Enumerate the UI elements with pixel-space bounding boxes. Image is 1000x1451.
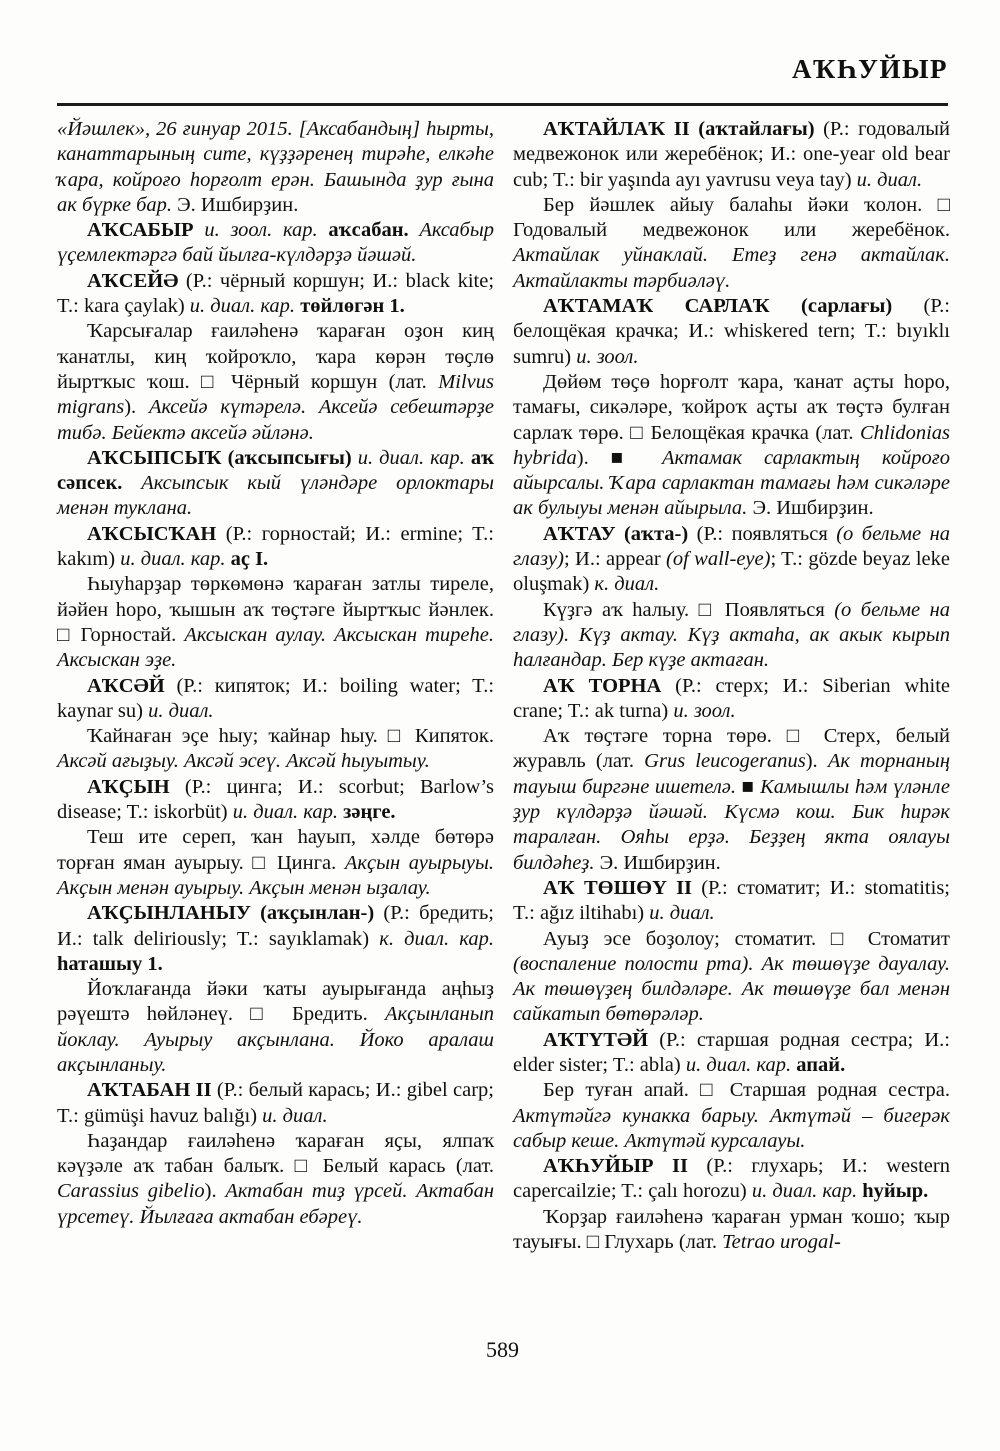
entry-paragraph [513, 294, 950, 370]
text-segment: аҡ сәпсек. [57, 446, 494, 495]
text-segment: (Р.: стоматит; И.: stomatitis; T.: ağız iltihabı) [513, 876, 950, 925]
text-segment: АҠ ТӨШӨҮ II [543, 876, 702, 899]
entry-paragraph [57, 319, 494, 445]
text-segment: и. диал. [262, 1104, 328, 1127]
entry-paragraph [513, 193, 950, 294]
text-segment: и. диал. кар. [120, 548, 231, 571]
entry-paragraph [513, 598, 950, 674]
entry-paragraph [57, 117, 494, 218]
text-segment: «Йәшлек», 26 ғинуар 2015. [Аксабандың] һырты, канаттарының сите, күҙҙәренең тирәһе, елкәһе ҡара, койроғо һорғолт ерән. Башында ҙур ғына ак бүрке бар. [57, 118, 494, 216]
text-segment: Актабан тиҙ үрсей. Актабан үрсетеү. Йылғаға актабан ебәреү. [57, 1180, 495, 1228]
entry-paragraph [57, 1129, 494, 1230]
text-segment: Күҙгә аҡ һалыу. □ Появляться [543, 598, 835, 621]
text-segment: и. зоол. [673, 699, 736, 722]
text-segment: (Р.: старшая родная сестра; И.: elder sister; T.: abla) [513, 1028, 950, 1076]
text-segment: АҠҪЫНЛАНЫУ (аҡҫынлан-) [87, 902, 384, 925]
entry-paragraph [513, 674, 950, 725]
text-segment: (Р.: бредить; И.: talk deliriously; T.: sayıklamak) [57, 902, 494, 950]
entry-paragraph [513, 117, 950, 193]
text-segment: и. диал. кар. [685, 1053, 797, 1076]
text-segment: Камышлы һәм үләнле ҙур күлдәрҙә йәшәй. Күсмә кош. Бик һирәк таралған. Ояһы ерҙә. Беҙҙең якта оялауы билдәһеҙ. [513, 775, 950, 874]
text-segment: (о бельме на глазу). Күҙ актау. Күҙ актаһа, ак акык кырып һалғандар. Бер күҙе актаған. [513, 598, 950, 672]
text-segment: Акҫын ауырыуы. Акҫын менән ауырыу. Акҫын менән ыҙалау. [57, 851, 494, 899]
entry-paragraph [513, 522, 950, 598]
text-segment: (Р.: стерх; И.: Siberian white crane; T.: ak turna) [513, 674, 950, 722]
text-segment: төйлөгән 1. [300, 295, 405, 318]
text-segment: Һаҙандар ғаиләһенә ҡараған яҫы, ялпаҡ кәүҙәле аҡ табан балыҡ. □ Белый карась (лат. [57, 1129, 494, 1178]
text-segment: Ҡорҙар ғаиләһенә ҡараған урман ҡошо; ҡыр тауығы. □ Глухарь (лат. [513, 1205, 950, 1254]
text-segment: и. диал. [148, 699, 214, 722]
text-segment: Э. Ишбирҙин. [747, 497, 874, 520]
text-segment: и. диал. [856, 168, 923, 191]
entry-paragraph [513, 724, 950, 876]
entry-paragraph [57, 825, 494, 901]
entry-paragraph [513, 876, 950, 927]
entry-paragraph [57, 218, 494, 269]
text-segment: (воспаление полости рта). Ак төшөүҙе дауалау. Ак төшөүҙең билдәләре. Ак төшөүҙе бал менән сайкатып бөтөрәләр. [513, 952, 950, 1026]
text-segment: Ҡайнаған эҫе һыу; ҡайнар һыу. □ Кипяток. [87, 725, 494, 748]
text-segment: Бер йәшлек айыу балаһы йәки ҡолон. □ Годовалый медвежонок или жеребёнок. [513, 193, 950, 242]
page-number: 589 [486, 1337, 519, 1362]
text-segment: и. зоол. [576, 345, 639, 368]
text-segment: и. диал. кар. [232, 801, 344, 824]
text-segment: ■ [736, 775, 761, 798]
entry-paragraph [57, 977, 494, 1078]
text-segment: Ҡарсығалар ғаиләһенә ҡараған оҙон киң ҡанатлы, киң ҡойроҡло, ҡара көрән төҫлө йыртҡыс ҡош. □ Чёрный коршун (лат. [57, 320, 494, 393]
text-segment: һуйыр. [862, 1180, 929, 1203]
text-segment: аҡсабан. [328, 219, 420, 242]
text-segment: Аҡ төҫтәге торна төрө. □ Стерх, белый журавль (лат. [513, 725, 950, 773]
text-segment: Milvus migrans [57, 370, 494, 419]
text-segment: (Р.: цинга; И.: scorbut; Barlow’s disease; T.: iskorbüt) [57, 775, 495, 824]
text-segment: Актайлак уйнаклай. Етеҙ генә актайлак. Актайлакты тәрбиәләү. [513, 244, 950, 292]
text-segment: Аксейә күтәрелә. Аксейә себештәрҙе тибә. Бейектә аксейә әйләнә. [57, 396, 495, 444]
text-segment: һаташыу 1. [57, 952, 163, 975]
text-segment: АҠСАБЫР [87, 219, 205, 242]
entry-paragraph [513, 927, 950, 1028]
entry-paragraph [57, 522, 494, 573]
text-segment: АҠСЫСҠАН [87, 522, 226, 545]
entry-paragraph [57, 674, 494, 725]
text-segment: (о бельме на глазу) [513, 522, 950, 571]
text-segment: (Р.: глухарь; И.: western capercailzie; T.: çalı horozu) [513, 1155, 950, 1203]
text-segment: Ак торнаның тауыш биргәне ишетелә. [513, 750, 950, 798]
text-segment: ; И.: appear [563, 548, 667, 571]
text-segment: АҠҺУЙЫР II [543, 1155, 707, 1178]
entry-paragraph [513, 1078, 950, 1154]
entry-paragraph [57, 901, 494, 977]
text-segment: Актүтәйгә кунакка барыу. Актүтәй – бигерәк сабыр кеше. Актүтәй курсалауы. [513, 1104, 950, 1152]
text-segment: АҠСЕЙӘ [87, 269, 186, 292]
text-segment: зәңге. [343, 801, 396, 824]
text-segment: Бер туған апай. □ Старшая родная сестра. [543, 1079, 950, 1102]
text-segment: Аксәй ағыҙыу. Аксәй эсеү. Аксәй һыуытыу. [57, 750, 430, 773]
text-segment: Теш ите сереп, ҡан һауып, хәлде бөтөрә торған яман ауырыу. □ Цинга. [57, 826, 494, 874]
text-segment: Йоҡлағанда йәки ҡаты ауырығанда аңһыҙ рәүештә һөйләнеү. □ Бредить. [57, 978, 494, 1026]
text-segment: и. диал. кар. [751, 1180, 863, 1203]
text-segment: (Р.: белый карась; И.: gibel carp; T.: gümüşi havuz balığı) [57, 1079, 494, 1127]
text-segment: Chlidonias hybrida [513, 421, 950, 469]
entry-paragraph [57, 724, 494, 775]
text-segment: апай. [796, 1053, 846, 1076]
text-segment: (of wall-eye) [666, 548, 771, 571]
text-segment: Аксыпсык кый үләндәре орлоктары менән туклана. [57, 472, 494, 520]
text-segment: Актамак сарлактың койроғо айырсалы. Ҡара сарлактан тамағы һәм сикәләре ак булыуы менән айырыла. [513, 446, 950, 520]
text-segment: к. диал. [594, 573, 660, 596]
text-columns [57, 117, 950, 1255]
text-segment: АҠҪЫН [87, 775, 185, 798]
text-segment: Э. Ишбирҙин. [594, 851, 721, 874]
text-segment: АҠ ТОРНА [543, 674, 676, 697]
entry-paragraph [57, 1078, 494, 1129]
text-segment: АҠСЫПСЫҠ (аҡсыпсығы) [87, 446, 358, 469]
text-segment: АҠТҮТӘЙ [543, 1028, 660, 1051]
text-segment: и. зоол. кар. [204, 219, 329, 242]
text-segment: (Р.: кипяток; И.: boiling water; T.: kaynar su) [57, 674, 495, 722]
text-segment: ). [204, 1180, 226, 1203]
text-segment: Grus leucogeranus [644, 750, 806, 773]
text-segment: (Р.: горностай; И.: ermine; T.: kakım) [57, 522, 494, 571]
header-rule [57, 103, 948, 106]
text-segment: АҠСӘЙ [87, 674, 177, 697]
entry-paragraph [513, 1154, 950, 1205]
text-segment: АҠТАЙЛАҠ II (аҡтайлағы) [543, 118, 824, 140]
text-segment: и. диал. кар. [189, 295, 301, 318]
text-segment: Аксыскан аулау. Аксыскан тиреһе. Аксыскан эҙе. [57, 623, 494, 672]
text-segment: Аксабыр үҫемлектәргә бай йылға-күлдәрҙә йәшәй. [57, 219, 494, 267]
text-segment: (Р.: появляться [696, 522, 837, 545]
text-segment: ). ■ [576, 446, 662, 469]
entry-paragraph [513, 370, 950, 522]
text-segment: ). [124, 396, 149, 419]
right-column [513, 117, 950, 1255]
text-segment: Э. Ишбирҙин. [172, 193, 299, 216]
text-segment: АҠТАМАҠ САРЛАҠ (сарлағы) [543, 295, 924, 318]
text-segment: Ауыҙ эсе боҙолоу; стоматит. □ Стоматит [543, 927, 950, 950]
text-segment: (Р.: чёрный коршун; И.: black kite; T.: kara çaylak) [57, 269, 495, 318]
text-segment: и. диал. [649, 902, 715, 925]
entry-paragraph [513, 1028, 950, 1079]
text-segment: ). [805, 750, 828, 773]
text-segment: Carassius gibelio [57, 1180, 205, 1203]
text-segment: Tetrao urogal- [722, 1231, 841, 1254]
text-segment: Дөйөм төҫө һорғолт ҡара, ҡанат аҫты һоро, тамағы, сикәләре, ҡойроҡ аҫты аҡ төҫтә булған сарлаҡ төрө. □ Белощёкая крачка (лат. [513, 370, 950, 444]
text-segment: ; T.: gözde beyaz leke oluşmak) [513, 548, 950, 596]
running-head: АҠҺУЙЫР [791, 54, 948, 84]
text-segment: АҠТАБАН II [87, 1079, 217, 1102]
text-segment: АҠТАУ (аҡта-) [543, 522, 697, 545]
text-segment: Һыуһарҙар төркөмөнә ҡараған затлы тиреле, йәйен һоро, ҡышын аҡ төҫтәге йыртҡыс йәнлек. □ Горностай. [57, 573, 494, 646]
entry-paragraph [513, 1205, 950, 1256]
text-segment: Акҫынланып йоклау. Ауырыу акҫынлана. Йоко аралаш акҫынланыу. [57, 1003, 494, 1076]
entry-paragraph [57, 775, 494, 826]
entry-paragraph [57, 446, 494, 522]
text-segment: к. диал. кар. [379, 927, 494, 950]
text-segment: (Р.: годовалый медвежонок или жеребёнок; И.: one-year old bear cub; T.: bir yaşında ayı yavrusu veya tay) [513, 118, 950, 191]
entry-paragraph [57, 269, 494, 320]
text-segment: (Р.: белощёкая крачка; И.: whiskered tern; T.: bıyıklı sumru) [513, 295, 950, 368]
left-column [57, 117, 494, 1255]
entry-paragraph [57, 572, 494, 673]
text-segment: и. диал. кар. [357, 446, 471, 469]
text-segment: аҫ I. [230, 548, 269, 571]
